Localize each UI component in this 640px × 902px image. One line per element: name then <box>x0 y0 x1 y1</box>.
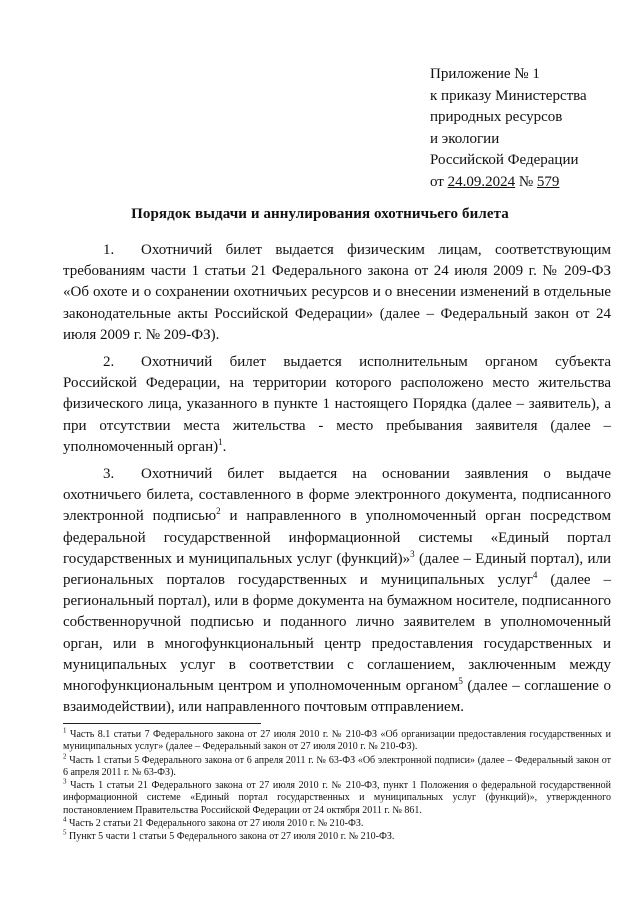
footnote-text: Часть 1 статьи 5 Федерального закона от 6 апреля 2011 г. № 63-ФЗ «Об электронной подписи» (далее – Федеральный закон от 6 апреля 2011 г. № 63-ФЗ). <box>63 754 611 778</box>
paragraph-number: 3. <box>103 466 115 483</box>
footnote-mark: 2 <box>63 752 67 761</box>
paragraph-3 <box>63 464 611 718</box>
footnotes <box>63 726 612 845</box>
footnote-text: Часть 8.1 статьи 7 Федерального закона от 27 июля 2010 г. № 210-ФЗ «Об организации предоставления государственных и муниципальных услуг» (далее – Федеральный закон от 27 июля 2010 г. № 210-ФЗ). <box>63 729 612 753</box>
paragraph-1 <box>63 240 611 346</box>
order-number: 579 <box>536 173 560 190</box>
footnote-ref[interactable]: 2 <box>216 506 221 517</box>
footnote-text: Пункт 5 части 1 статьи 5 Федерального закона от 27 июля 2010 г. № 210-ФЗ. <box>69 831 395 843</box>
footnote-text: Часть 1 статьи 21 Федерального закона от 27 июля 2010 г. № 210-ФЗ, пункт 1 Положения о федеральной государственной информационной системе «Единый портал государственных и муниципальных услуг (функций)», утвержденного постановлением Правительства Российской Федерации от 24 октября 2011 г. № 861. <box>63 780 611 816</box>
paragraph-text: Охотничий билет выдается на основании заявления о выдаче охотничьего билета, составленного в форме электронного документа, подписанного электронной подписью <box>63 466 611 525</box>
footnote-divider <box>63 723 261 724</box>
appendix-line-3: природных ресурсов <box>430 109 563 125</box>
appendix-date-line <box>430 172 635 194</box>
paragraph-text: и направленного в уполномоченный орган посредством федеральной государственной информационной системы «Единый портал государственных и муниципальных услуг (функций)» <box>63 508 611 567</box>
paragraph-text: (далее – соглашение о взаимодействии), или направленного почтовым отправлением. <box>63 678 611 716</box>
appendix-line-5: Российской Федерации <box>430 152 579 168</box>
footnote-1 <box>63 726 612 754</box>
paragraph-number: 1. <box>103 242 115 258</box>
paragraph-number: 2. <box>103 354 115 371</box>
number-prefix: № <box>515 173 537 190</box>
appendix-line-2: к приказу Министерства <box>430 87 587 104</box>
date-prefix: от <box>430 173 448 190</box>
footnote-ref[interactable]: 4 <box>532 570 538 581</box>
footnote-mark: 4 <box>63 815 67 824</box>
appendix-line-4: и экологии <box>430 130 500 147</box>
footnote-text: Часть 2 статьи 21 Федерального закона от 27 июля 2010 г. № 210-ФЗ. <box>69 818 364 830</box>
footnote-mark: 5 <box>63 829 67 838</box>
document-title: Порядок выдачи и аннулирования охотничьего билета <box>131 206 509 222</box>
footnote-mark: 3 <box>63 777 67 786</box>
order-date: 24.09.2024 <box>447 173 516 190</box>
footnote-mark: 1 <box>63 726 67 735</box>
footnote-3 <box>63 777 611 817</box>
paragraph-text: Охотничий билет выдается исполнительным органом субъекта Российской Федерации, на территории которого расположено место жительства физического лица, указанного в пункте 1 настоящего Порядка (далее – заявитель), а при отсутствии места жительства - место пребывания заявителя (далее – уполномоченный орган) <box>63 354 611 455</box>
paragraph-text: . <box>222 438 227 455</box>
footnote-2 <box>63 752 611 780</box>
footnote-ref[interactable]: 5 <box>458 676 463 687</box>
paragraph-text: (далее – региональный портал), или в форме документа на бумажном носителе, подписанного собственноручной подписью и поданного лично заявителем в уполномоченный орган, или в многофункциональный центр предоставления государственных и муниципальных услуг в соответствии с соглашением, заключенным между многофункциональным центром и уполномоченным органом <box>63 572 612 695</box>
footnote-4 <box>63 815 611 830</box>
footnote-ref[interactable]: 1 <box>218 436 223 447</box>
footnote-5 <box>63 831 611 843</box>
paragraph-text: Охотничий билет выдается физическим лицам, соответствующим требованиям части 1 статьи 21 Федерального закона от 24 июля 2009 г. № 209-ФЗ «Об охоте и о сохранении охотничьих ресурсов и о внесении изменений в отдельные законодательные акты Российской Федерации» (далее – Федеральный закон от 24 июля 2009 г. № 209-ФЗ). <box>63 242 611 343</box>
footnote-ref[interactable]: 3 <box>410 548 415 559</box>
paragraph-2 <box>63 352 611 458</box>
appendix-line-1: Приложение № 1 <box>430 66 540 82</box>
paragraph-text: (далее – Единый портал), или региональных порталов государственных и муниципальных услуг <box>63 550 611 589</box>
appendix-header <box>430 64 635 193</box>
document-body <box>63 240 611 724</box>
